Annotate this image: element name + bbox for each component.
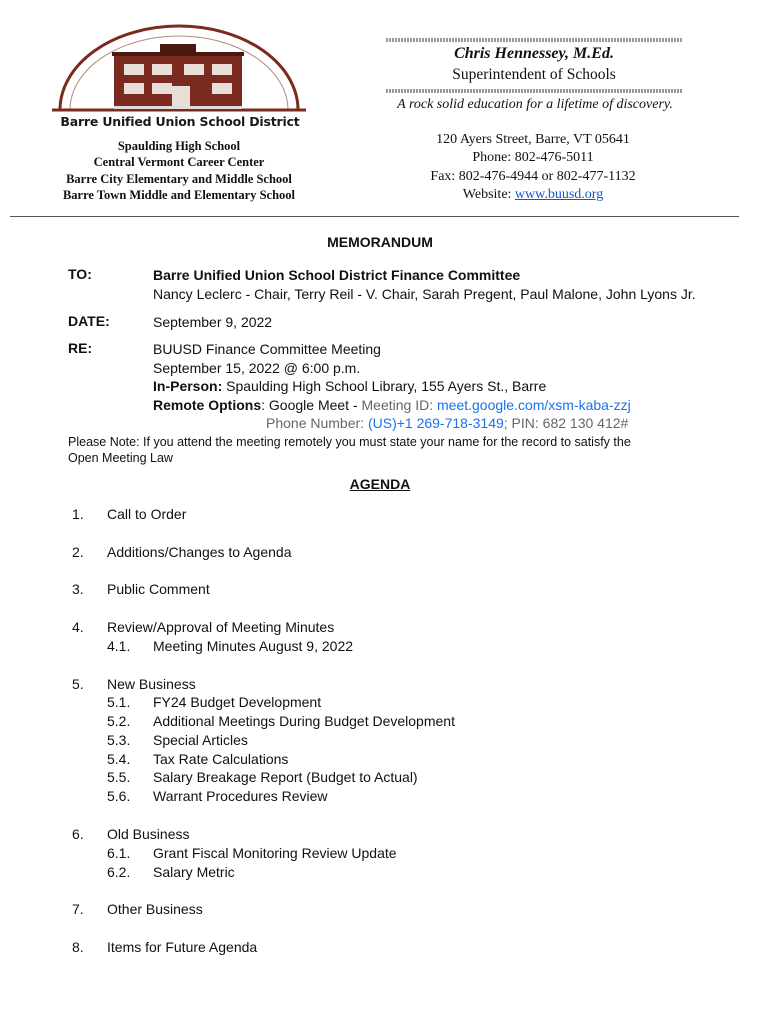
agenda-item: [72, 581, 210, 597]
note-line: Open Meeting Law: [68, 451, 173, 466]
agenda-item: [72, 676, 196, 692]
phone-number-label: Phone Number:: [266, 415, 368, 432]
item-number: 6.: [72, 826, 84, 842]
contact-info: [400, 131, 666, 204]
subitem-number: 5.6.: [107, 788, 131, 804]
subitem-number: 6.2.: [107, 864, 131, 880]
school-name: Central Vermont Career Center: [93, 155, 265, 170]
subitem-label: Tax Rate Calculations: [153, 751, 289, 767]
subitem-label: FY24 Budget Development: [153, 694, 322, 710]
remote-line: [153, 396, 631, 415]
decorative-rule: [386, 38, 682, 42]
note-line: Please Note: If you attend the meeting remotely you must state your name for the record to satisfy the: [68, 435, 631, 449]
tagline: A rock solid education for a lifetime of discovery.: [397, 97, 673, 112]
to-members: Nancy Leclerc - Chair, Terry Reil - V. Chair, Sarah Pregent, Paul Malone, John Lyons Jr.: [153, 285, 696, 302]
item-label: Additions/Changes to Agenda: [107, 544, 292, 560]
website-link[interactable]: www.buusd.org: [514, 186, 604, 202]
item-label: Items for Future Agenda: [107, 939, 258, 955]
re-subject: BUUSD Finance Committee Meeting: [153, 341, 381, 357]
agenda-subitem: [107, 788, 328, 804]
in-person-location: Spaulding High School Library, 155 Ayers St., Barre: [222, 378, 547, 395]
re-label: RE:: [68, 340, 93, 356]
item-label: Old Business: [107, 826, 190, 842]
agenda-title: AGENDA: [349, 476, 411, 492]
agenda-subitem: [107, 638, 353, 654]
subitem-label: Grant Fiscal Monitoring Review Update: [153, 845, 397, 861]
re-datetime: September 15, 2022 @ 6:00 p.m.: [153, 359, 361, 376]
in-person-label: In-Person:: [153, 378, 223, 395]
phone: Phone: 802-476-5011: [472, 150, 594, 166]
school-name: Barre Town Middle and Elementary School: [62, 187, 296, 202]
to-value: [153, 266, 696, 303]
phone-line: [153, 414, 631, 433]
date-value: September 9, 2022: [153, 314, 273, 330]
item-label: Public Comment: [107, 581, 210, 597]
agenda-subitem: [107, 694, 321, 710]
agenda-subitem: [107, 732, 248, 748]
item-label: Other Business: [107, 901, 203, 917]
item-number: 2.: [72, 544, 84, 560]
address: 120 Ayers Street, Barre, VT 05641: [436, 132, 630, 147]
superintendent-name: Chris Hennessey, M.Ed.: [454, 45, 614, 62]
subitem-number: 5.2.: [107, 713, 131, 729]
phone-number-link[interactable]: (US)+1 269-718-3149: [367, 415, 504, 432]
subitem-label: Special Articles: [153, 732, 248, 748]
item-label: Review/Approval of Meeting Minutes: [107, 619, 335, 635]
agenda-item: [72, 506, 186, 522]
school-name: Barre City Elementary and Middle School: [66, 171, 292, 186]
agenda-subitem: [107, 713, 455, 729]
agenda-item: [72, 939, 257, 955]
item-number: 4.: [72, 619, 84, 635]
remote-platform: : Google Meet -: [261, 396, 362, 413]
remote-label: Remote Options: [153, 396, 262, 413]
subitem-number: 4.1.: [107, 638, 131, 654]
header-divider: [10, 216, 739, 217]
item-number: 3.: [72, 581, 84, 597]
subitem-label: Salary Metric: [153, 864, 235, 880]
decorative-rule: [386, 89, 682, 93]
meeting-link[interactable]: meet.google.com/xsm-kaba-zzj: [437, 396, 631, 413]
meeting-id-label: Meeting ID:: [361, 396, 437, 413]
subitem-number: 5.5.: [107, 769, 131, 785]
memo-title: MEMORANDUM: [327, 234, 433, 250]
school-name: Spaulding High School: [117, 139, 241, 153]
item-label: Call to Order: [107, 506, 187, 522]
re-value: [153, 340, 631, 433]
subitem-number: 6.1.: [107, 845, 131, 861]
remote-note: [68, 434, 688, 467]
agenda-item: [72, 901, 203, 917]
agenda-item: [72, 826, 189, 842]
item-label: New Business: [107, 676, 196, 692]
subitem-number: 5.4.: [107, 751, 131, 767]
agenda-subitem: [107, 751, 288, 767]
fax: Fax: 802-476-4944 or 802-477-1132: [430, 168, 636, 184]
agenda-subitem: [107, 769, 418, 785]
schools-list: [48, 138, 310, 203]
subitem-label: Warrant Procedures Review: [153, 788, 328, 804]
subitem-label: Additional Meetings During Budget Development: [153, 713, 455, 729]
agenda-subitem: [107, 864, 235, 880]
website-label: Website:: [462, 186, 515, 202]
agenda-item: [72, 544, 291, 560]
date-label: DATE:: [68, 313, 110, 329]
logo-text: Barre Unified Union School District: [60, 114, 300, 129]
subitem-label: Salary Breakage Report (Budget to Actual): [153, 769, 418, 785]
to-recipient: Barre Unified Union School District Finance Committee: [153, 267, 521, 283]
item-number: 7.: [72, 901, 84, 917]
in-person-line: [153, 377, 631, 396]
to-label: TO:: [68, 266, 92, 282]
superintendent-title: Superintendent of Schools: [452, 66, 616, 83]
agenda-item: [72, 619, 334, 635]
website-line: [400, 186, 666, 204]
pin: ; PIN: 682 130 412#: [503, 415, 629, 432]
item-number: 1.: [72, 506, 84, 522]
item-number: 5.: [72, 676, 84, 692]
item-number: 8.: [72, 939, 84, 955]
subitem-number: 5.3.: [107, 732, 131, 748]
agenda-subitem: [107, 845, 397, 861]
subitem-number: 5.1.: [107, 694, 131, 710]
subitem-label: Meeting Minutes August 9, 2022: [153, 638, 354, 654]
